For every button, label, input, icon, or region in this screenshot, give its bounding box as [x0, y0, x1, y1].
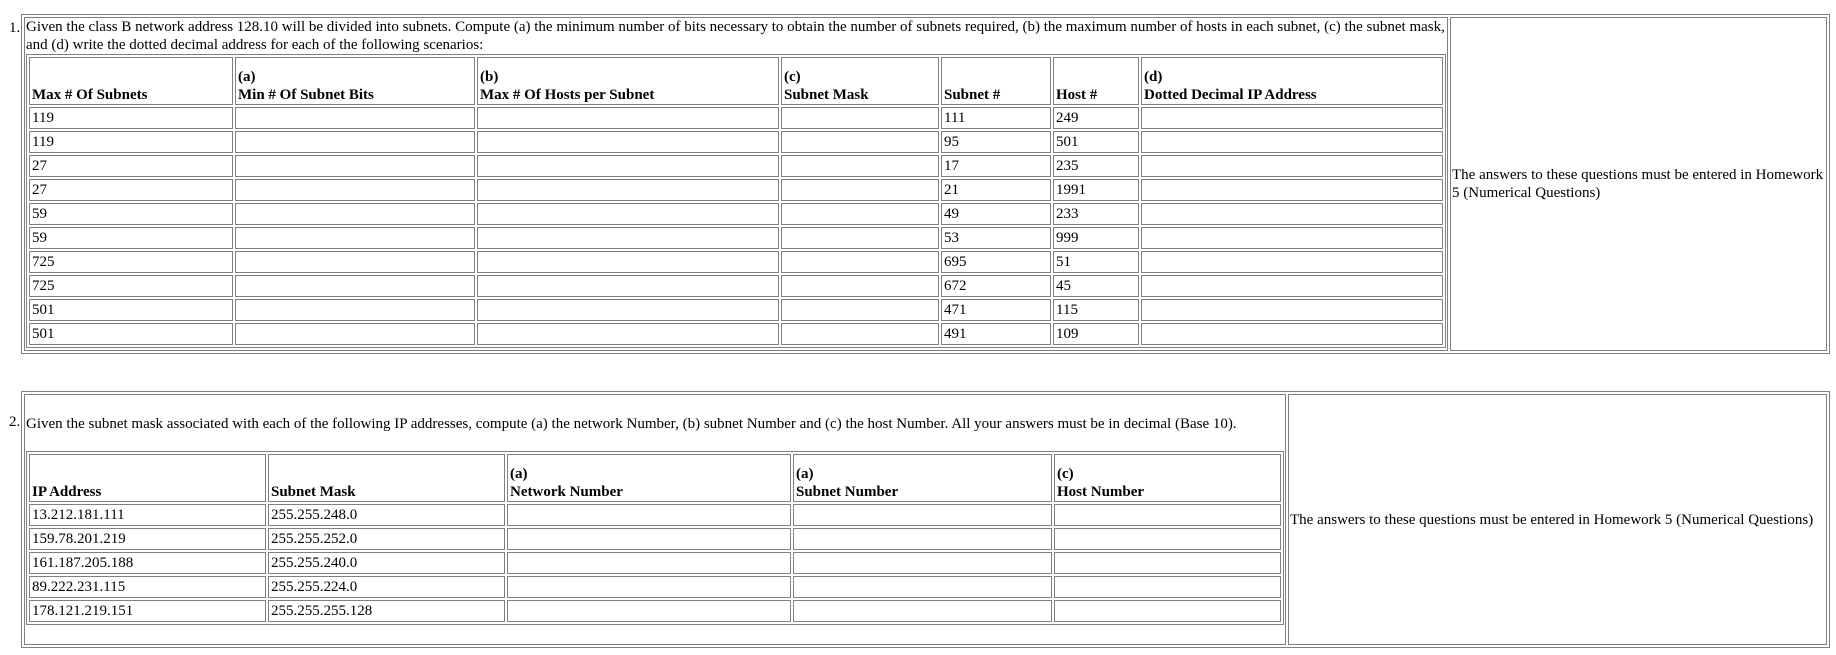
table-row [29, 107, 1443, 129]
table-row [29, 504, 1281, 526]
q2-cell-subnet-mask: 255.255.252.0 [268, 528, 505, 550]
q1-cell-min-subnet-bits [235, 227, 475, 249]
question-2-number: 2. [9, 414, 21, 430]
question-1-prompt: Given the class B network address 128.10 will be divided into subnets. Compute (a) the minimum number of bits necessary to obtain the number of subnets required, (b) the maximum number of hosts in each subnet, (c) the subnet mask, and (d) write the dotted decimal address for each of the following scenarios: [26, 19, 1445, 53]
q1-cell-dotted-decimal [1141, 227, 1443, 249]
q1-cell-max-subnets: 119 [29, 131, 233, 153]
q1-cell-host-number: 115 [1053, 299, 1139, 321]
q1-header-min-subnet-bits [235, 57, 475, 105]
q1-cell-max-hosts [477, 155, 779, 177]
header-part-label: (d) [1144, 69, 1163, 85]
header-part-label [1056, 68, 1136, 86]
table-row [29, 155, 1443, 177]
q2-cell-host-number [1054, 552, 1281, 574]
q2-cell-network-number [507, 576, 791, 598]
q1-cell-subnet-mask [781, 323, 939, 345]
q1-cell-host-number: 51 [1053, 251, 1139, 273]
header-title: Subnet Mask [784, 87, 869, 103]
table-row [29, 179, 1443, 201]
q1-cell-max-subnets: 725 [29, 275, 233, 297]
header-part-label: (c) [1057, 466, 1074, 482]
q2-cell-host-number [1054, 576, 1281, 598]
q1-cell-max-hosts [477, 203, 779, 225]
q1-cell-dotted-decimal [1141, 107, 1443, 129]
header-part-label: (c) [784, 69, 801, 85]
q1-cell-host-number: 233 [1053, 203, 1139, 225]
q1-cell-min-subnet-bits [235, 179, 475, 201]
q1-cell-subnet-number: 491 [941, 323, 1051, 345]
table-row [29, 275, 1443, 297]
q2-cell-subnet-number [793, 600, 1052, 622]
q1-header-subnet-mask [781, 57, 939, 105]
q1-cell-min-subnet-bits [235, 131, 475, 153]
header-part-label [32, 465, 263, 483]
q2-header-ip-address [29, 454, 266, 502]
q1-cell-min-subnet-bits [235, 323, 475, 345]
table-row [29, 203, 1443, 225]
table-row [29, 299, 1443, 321]
q1-cell-max-subnets: 59 [29, 203, 233, 225]
q2-cell-network-number [507, 528, 791, 550]
q1-cell-min-subnet-bits [235, 203, 475, 225]
q1-cell-max-hosts [477, 227, 779, 249]
q1-cell-subnet-mask [781, 203, 939, 225]
q1-cell-dotted-decimal [1141, 203, 1443, 225]
q1-cell-max-hosts [477, 299, 779, 321]
q1-cell-subnet-number: 53 [941, 227, 1051, 249]
q1-cell-min-subnet-bits [235, 251, 475, 273]
header-part-label: (b) [480, 69, 499, 85]
header-title: Subnet Number [796, 484, 899, 500]
q1-cell-dotted-decimal [1141, 251, 1443, 273]
q1-header-dotted-decimal [1141, 57, 1443, 105]
q1-header-host-number [1053, 57, 1139, 105]
header-title: Network Number [510, 484, 623, 500]
q2-cell-subnet-number [793, 552, 1052, 574]
q1-cell-subnet-number: 49 [941, 203, 1051, 225]
q1-cell-dotted-decimal [1141, 299, 1443, 321]
question-1-side-note: The answers to these questions must be entered in Homework 5 (Numerical Questions) [1450, 17, 1827, 351]
header-title: Max # Of Hosts per Subnet [480, 87, 655, 103]
q1-cell-max-subnets: 501 [29, 299, 233, 321]
q1-cell-max-hosts [477, 251, 779, 273]
q1-cell-host-number: 235 [1053, 155, 1139, 177]
q1-cell-max-subnets: 725 [29, 251, 233, 273]
header-title: Max # Of Subnets [32, 87, 148, 103]
header-title: IP Address [32, 484, 102, 500]
q2-cell-subnet-number [793, 504, 1052, 526]
table-row [29, 131, 1443, 153]
q1-cell-dotted-decimal [1141, 179, 1443, 201]
q2-header-subnet-number [793, 454, 1052, 502]
q2-header-network-number [507, 454, 791, 502]
table-row [29, 552, 1281, 574]
q1-cell-max-subnets: 27 [29, 155, 233, 177]
header-title: Host Number [1057, 484, 1145, 500]
q1-cell-subnet-number: 695 [941, 251, 1051, 273]
question-1-body [24, 17, 1448, 351]
q1-cell-min-subnet-bits [235, 299, 475, 321]
q1-cell-subnet-mask [781, 227, 939, 249]
q1-cell-max-subnets: 27 [29, 179, 233, 201]
q2-cell-ip-address: 161.187.205.188 [29, 552, 266, 574]
table-row [29, 227, 1443, 249]
q2-cell-network-number [507, 600, 791, 622]
q2-cell-host-number [1054, 528, 1281, 550]
q1-cell-host-number: 249 [1053, 107, 1139, 129]
q1-cell-max-hosts [477, 275, 779, 297]
question-2-prompt: Given the subnet mask associated with each of the following IP addresses, compute (a) the network Number, (b) subnet Number and (c) the host Number. All your answers must be in decimal (Base 10). [26, 416, 1237, 432]
q1-cell-subnet-mask [781, 299, 939, 321]
table-row [29, 576, 1281, 598]
q2-cell-ip-address: 89.222.231.115 [29, 576, 266, 598]
q1-cell-max-hosts [477, 179, 779, 201]
q2-cell-network-number [507, 504, 791, 526]
header-title: Subnet # [944, 87, 1001, 103]
q1-header-max-subnets [29, 57, 233, 105]
header-part-label [944, 68, 1048, 86]
table-row [29, 600, 1281, 622]
header-part-label: (a) [796, 466, 814, 482]
q1-cell-subnet-number: 111 [941, 107, 1051, 129]
q1-cell-max-subnets: 119 [29, 107, 233, 129]
q1-cell-max-hosts [477, 323, 779, 345]
q1-cell-host-number: 501 [1053, 131, 1139, 153]
q2-cell-host-number [1054, 504, 1281, 526]
header-part-label: (a) [238, 69, 256, 85]
q2-cell-subnet-mask: 255.255.240.0 [268, 552, 505, 574]
q1-cell-subnet-number: 95 [941, 131, 1051, 153]
question-2-side-note: The answers to these questions must be entered in Homework 5 (Numerical Questions) [1288, 394, 1827, 645]
q2-cell-host-number [1054, 600, 1281, 622]
q1-cell-subnet-mask [781, 251, 939, 273]
header-title: Dotted Decimal IP Address [1144, 87, 1317, 103]
header-part-label [271, 465, 502, 483]
header-part-label [32, 68, 230, 86]
table-row [29, 323, 1443, 345]
table-row [29, 528, 1281, 550]
question-1-number: 1. [9, 20, 21, 36]
q1-cell-subnet-mask [781, 131, 939, 153]
q2-cell-subnet-mask: 255.255.224.0 [268, 576, 505, 598]
q1-cell-min-subnet-bits [235, 107, 475, 129]
q1-cell-host-number: 45 [1053, 275, 1139, 297]
q2-cell-ip-address: 13.212.181.111 [29, 504, 266, 526]
header-title: Min # Of Subnet Bits [238, 87, 374, 103]
q1-cell-subnet-mask [781, 107, 939, 129]
q1-cell-subnet-mask [781, 155, 939, 177]
question-2-answer-grid [26, 451, 1284, 625]
question-2-body [24, 394, 1286, 645]
q2-cell-ip-address: 159.78.201.219 [29, 528, 266, 550]
q2-header-subnet-mask [268, 454, 505, 502]
question-2-table [21, 391, 1830, 648]
q1-cell-max-hosts [477, 107, 779, 129]
q1-cell-min-subnet-bits [235, 155, 475, 177]
q2-cell-subnet-mask: 255.255.248.0 [268, 504, 505, 526]
q1-cell-subnet-number: 471 [941, 299, 1051, 321]
q1-cell-dotted-decimal [1141, 275, 1443, 297]
table-row [29, 251, 1443, 273]
question-1-answer-grid [26, 54, 1446, 348]
q1-cell-min-subnet-bits [235, 275, 475, 297]
header-title: Host # [1056, 87, 1098, 103]
q2-cell-subnet-number [793, 576, 1052, 598]
q2-cell-subnet-number [793, 528, 1052, 550]
q1-cell-max-subnets: 501 [29, 323, 233, 345]
question-1-table [21, 14, 1830, 354]
q1-cell-host-number: 999 [1053, 227, 1139, 249]
q1-cell-dotted-decimal [1141, 131, 1443, 153]
q1-cell-dotted-decimal [1141, 155, 1443, 177]
header-title: Subnet Mask [271, 484, 356, 500]
header-part-label: (a) [510, 466, 528, 482]
q1-cell-host-number: 1991 [1053, 179, 1139, 201]
q1-cell-host-number: 109 [1053, 323, 1139, 345]
q1-cell-max-subnets: 59 [29, 227, 233, 249]
q1-cell-subnet-mask [781, 275, 939, 297]
q1-cell-subnet-number: 672 [941, 275, 1051, 297]
q1-header-max-hosts [477, 57, 779, 105]
q2-cell-network-number [507, 552, 791, 574]
q1-cell-subnet-number: 21 [941, 179, 1051, 201]
q1-cell-subnet-mask [781, 179, 939, 201]
q2-header-host-number [1054, 454, 1281, 502]
q2-cell-ip-address: 178.121.219.151 [29, 600, 266, 622]
q1-cell-dotted-decimal [1141, 323, 1443, 345]
q1-cell-max-hosts [477, 131, 779, 153]
q2-cell-subnet-mask: 255.255.255.128 [268, 600, 505, 622]
q1-cell-subnet-number: 17 [941, 155, 1051, 177]
q1-header-subnet-number [941, 57, 1051, 105]
